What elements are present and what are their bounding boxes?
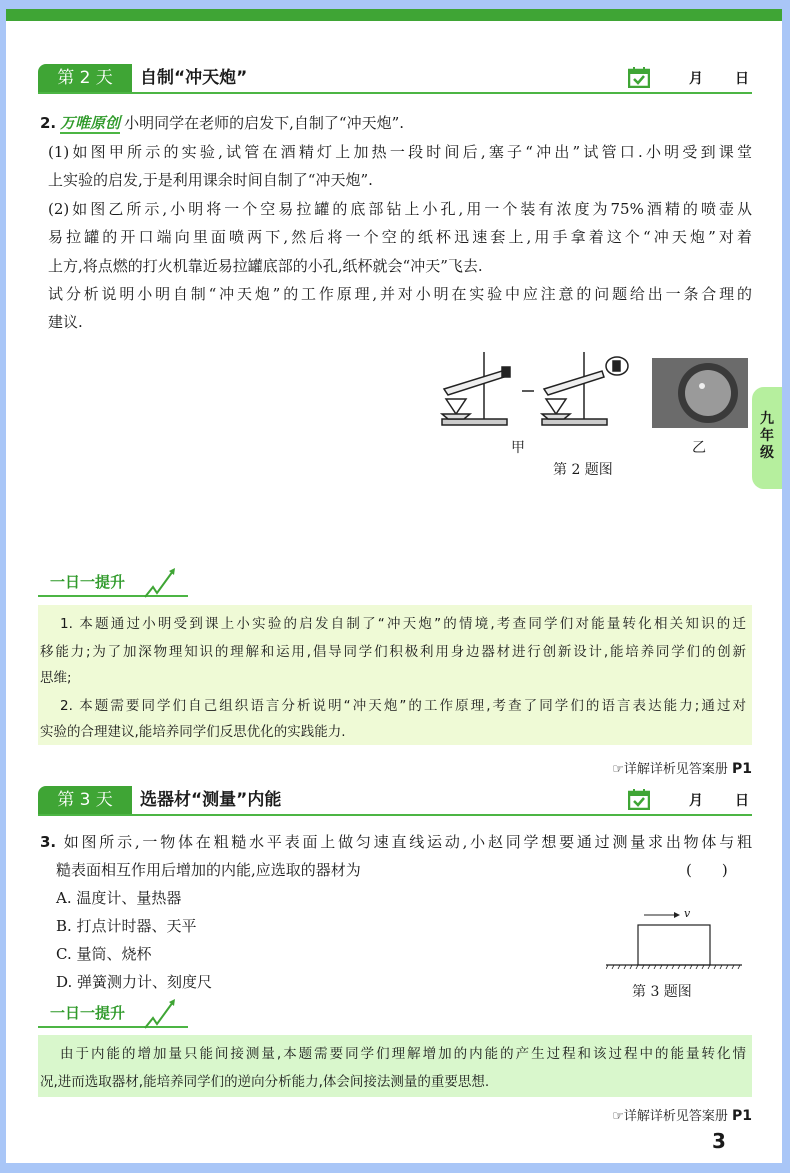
tip-text-line: 由于内能的增加量只能间接测量,本题需要同学们理解增加的内能的产生过程和该过程中的能量转化情 xyxy=(60,1046,746,1062)
day3-header xyxy=(38,784,752,816)
question-3-intro xyxy=(40,832,752,852)
month-label: 月 xyxy=(689,71,703,87)
tip-text-line: 实验的合理建议,能培养同学们反思优化的实践能力. xyxy=(40,724,346,740)
answer-reference-text: ☞详解详析见答案册 xyxy=(612,762,728,777)
tip-box xyxy=(38,605,752,745)
figure-caption: 第 2 题图 xyxy=(553,462,613,478)
day-tab: 第 2 天 xyxy=(38,64,132,92)
side-tab-char: 级 xyxy=(760,445,774,461)
question-2-intro xyxy=(40,113,404,133)
question-number: 2. xyxy=(40,114,57,132)
page-number: 3 xyxy=(712,1129,726,1153)
answer-reference xyxy=(612,1105,752,1124)
figure-label-b: 乙 xyxy=(692,440,706,456)
month-label: 月 xyxy=(689,793,703,809)
option-d: D. 弹簧测力计、刻度尺 xyxy=(56,973,213,991)
tip-text-line: 2. 本题需要同学们自己组织语言分析说明“冲天炮”的工作原理,考查了同学们的语言表达能力;通过对 xyxy=(60,698,746,714)
tip-text-line: 移能力;为了加深物理知识的理解和运用,倡导同学们积极利用身边器材进行创新设计,能培养同学们的创新 xyxy=(40,644,746,660)
option-c: C. 量筒、烧杯 xyxy=(56,945,152,963)
tip-label-text: 一日一提升 xyxy=(50,1004,126,1022)
page xyxy=(6,9,782,1163)
side-tab-char: 年 xyxy=(760,428,774,444)
answer-page: P1 xyxy=(731,1108,752,1124)
tip-label-text: 一日一提升 xyxy=(50,573,126,591)
question-text-line: 易拉罐的开口端向里面喷两下,然后将一个空的纸杯迅速套上,用手拿着这个“冲天炮”对着 xyxy=(48,228,752,246)
figure-label-a: 甲 xyxy=(511,440,525,456)
figure-caption: 第 3 题图 xyxy=(632,984,692,1000)
day-label: 日 xyxy=(735,71,749,87)
day-label: 日 xyxy=(735,793,749,809)
question-text-line: 上方,将点燃的打火机靠近易拉罐底部的小孔,纸杯就会“冲天”飞去. xyxy=(48,257,483,275)
question-text-line: 建议. xyxy=(48,313,83,331)
tip-label xyxy=(38,571,188,597)
question-number: 3. xyxy=(40,833,57,851)
question-text-line: (1)如图甲所示的实验,试管在酒精灯上加热一段时间后,塞子“冲出”试管口.小明受到课堂 xyxy=(48,143,752,161)
question-text: 小明同学在老师的启发下,自制了“冲天炮”. xyxy=(124,114,405,132)
question-text: 如图所示,一物体在粗糙水平表面上做匀速直线运动,小赵同学想要通过测量求出物体与粗 xyxy=(63,833,752,851)
figure-block-on-surface xyxy=(606,907,742,969)
question-text-line: 上实验的启发,于是利用课余时间自制了“冲天炮”. xyxy=(48,171,373,189)
grade-side-tab xyxy=(752,387,782,489)
calendar-check-icon xyxy=(628,788,650,810)
tip-text-line: 1. 本题通过小明受到课上小实验的启发自制了“冲天炮”的情境,考查同学们对能量转化相关知识的迁 xyxy=(60,616,746,632)
calendar-check-icon xyxy=(628,66,650,88)
section-title: 选器材“测量”内能 xyxy=(140,790,282,810)
answer-page: P1 xyxy=(731,761,752,777)
rising-arrow-icon xyxy=(143,996,183,1030)
original-badge: 万唯原创 xyxy=(60,114,121,132)
option-b: B. 打点计时器、天平 xyxy=(56,917,197,935)
figure-a-apparatus xyxy=(434,349,634,429)
day-tab: 第 3 天 xyxy=(38,786,132,814)
answer-reference xyxy=(612,758,752,777)
velocity-label: v xyxy=(684,907,691,920)
figure-b-can-photo xyxy=(652,358,748,428)
rising-arrow-icon xyxy=(143,565,183,599)
tip-box xyxy=(38,1035,752,1097)
side-tab-char: 九 xyxy=(760,411,774,427)
answer-bracket: ( ) xyxy=(686,861,728,879)
section-title: 自制“冲天炮” xyxy=(140,68,248,88)
question-text-line: (2)如图乙所示,小明将一个空易拉罐的底部钻上小孔,用一个装有浓度为75%酒精的喷壶从 xyxy=(48,200,752,218)
tip-text-line: 况,进而选取器材,能培养同学们的逆向分析能力,体会间接法测量的重要思想. xyxy=(40,1074,490,1090)
tip-label xyxy=(38,1002,188,1028)
tip-text-line: 思维; xyxy=(40,670,72,686)
question-text-line: 糙表面相互作用后增加的内能,应选取的器材为 xyxy=(56,861,361,879)
question-text-line: 试分析说明小明自制“冲天炮”的工作原理,并对小明在实验中应注意的问题给出一条合理的 xyxy=(48,285,752,303)
option-a: A. 温度计、量热器 xyxy=(56,889,182,907)
day2-header xyxy=(38,62,752,94)
answer-reference-text: ☞详解详析见答案册 xyxy=(612,1109,728,1124)
top-color-bar xyxy=(6,9,782,21)
